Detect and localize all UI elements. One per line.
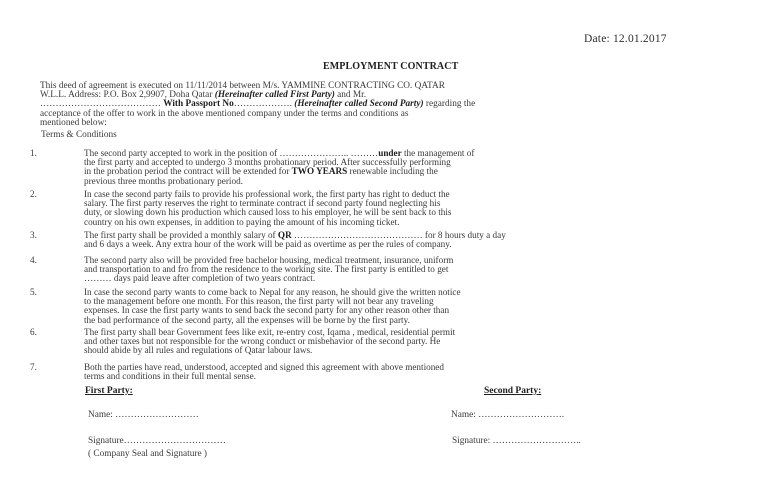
- clause-text: The first party shall be provided a monthly salary of: [84, 230, 278, 240]
- clause-emphasis: QR: [277, 230, 292, 240]
- clause-body: [84, 288, 720, 325]
- clause-text: the management of: [401, 148, 475, 158]
- clause-line: country on his own expenses, in addition to paying the amount of his incoming ticket.: [84, 216, 400, 227]
- clause-line: the first party and accepted to undergo 3 months probationary period. After successfully performing: [84, 157, 451, 168]
- clause-line: duty, or slowing down his production which caused loss to his employer, he will be sent back to this: [84, 207, 452, 218]
- clause-number: 2.: [30, 189, 37, 199]
- clause-line: The first party shall bear Government fees like exit, re-entry cost, Iqama , medical, residential permit: [84, 327, 456, 337]
- clause-number: 4.: [30, 255, 37, 265]
- company-seal-note: ( Company Seal and Signature ): [88, 449, 208, 459]
- second-party-definition: (Hereinafter called Second Party): [294, 99, 424, 110]
- clause-emphasis: under: [378, 148, 402, 158]
- clause-body: [84, 256, 720, 284]
- document-date: Date: 12.01.2017: [584, 33, 667, 45]
- passport-label: With Passport No: [163, 99, 234, 110]
- name-blank: …………………………………: [40, 99, 164, 110]
- clause-body: [84, 328, 720, 356]
- intro-text: W.L.L. Address: P.O. Box 2,9907, Doha Qatar: [40, 90, 215, 101]
- clause-body: [84, 149, 720, 186]
- intro-line: [40, 110, 700, 119]
- clause-line: and transportation to and fro from the residence to the working site. The first party is entitled to get: [84, 264, 449, 275]
- clause-number: 5.: [30, 287, 37, 297]
- clause-body: [84, 363, 720, 381]
- second-party-signature-field: Signature: ………………………..: [452, 436, 581, 446]
- clause-body: [84, 231, 720, 249]
- intro-text: mentioned below:: [40, 117, 107, 128]
- intro-text: and Mr.: [334, 90, 367, 101]
- clause-number: 3.: [30, 230, 37, 240]
- clause-line: The second party also will be provided free bachelor housing, medical treatment, insurance, uniform: [84, 255, 454, 265]
- clause-line: In case the second party fails to provide his professional work, the first party has right to deduct the: [84, 189, 450, 199]
- intro-text: This deed of agreement is executed on 11/11/2014 between M/s. YAMMINE CONTRACTING CO. QATAR: [40, 81, 445, 91]
- intro-text: acceptance of the offer to work in the above mentioned company under the terms and conditions as: [40, 108, 409, 119]
- clause-line: expenses. In case the first party wants to send back the second party for any other reason other than: [84, 305, 450, 316]
- intro-paragraph: [40, 82, 700, 128]
- clause-line: Both the parties have read, understood, accepted and signed this agreement with above mentioned: [84, 362, 444, 372]
- second-party-heading: Second Party:: [484, 386, 542, 396]
- clause-line: salary. The first party reserves the right to terminate contract if second party found neglecting his: [84, 198, 441, 209]
- passport-blank: ……………….: [233, 99, 295, 110]
- clause-number: 6.: [30, 327, 37, 337]
- intro-text: regarding the: [423, 99, 476, 110]
- clause-line: terms and conditions in their full mental sense.: [84, 371, 256, 382]
- clause-number: 1.: [30, 148, 37, 158]
- clause-line: and other taxes but not responsible for the wrong conduct or misbehavior of the second party. He: [84, 336, 441, 347]
- terms-heading: Terms & Conditions: [41, 130, 117, 140]
- clause-text: …………………………………… for 8 hours duty a day: [291, 230, 506, 240]
- first-party-name-field: Name: ………………………: [88, 410, 199, 420]
- first-party-definition: (Hereinafter called First Party): [214, 90, 335, 101]
- clause-line: and 6 days a week. Any extra hour of the work will be paid as overtime as per the rules of company.: [84, 239, 452, 250]
- clause-line: the bad performance of the second party, all the expenses will be borne by the first party.: [84, 314, 410, 325]
- document-title: EMPLOYMENT CONTRACT: [323, 61, 459, 72]
- clause-text: renewable including the: [347, 166, 438, 177]
- clause-text: in the probation period the contract will be extended for: [84, 166, 292, 177]
- clause-line: should abide by all rules and regulations of Qatar labour laws.: [84, 345, 313, 356]
- clause-text: The second party accepted to work in the position of ………………….. ………: [84, 148, 379, 158]
- clause-line: ……… days paid leave after completion of two years contract.: [84, 273, 316, 284]
- clause-line: In case the second party wants to come back to Nepal for any reason, he should give the written notice: [84, 287, 461, 297]
- clause-emphasis: TWO YEARS: [291, 166, 348, 177]
- second-party-name-field: Name: ……………………….: [451, 410, 565, 420]
- clause-line: to the management before one month. For this reason, the first party will not bear any traveling: [84, 296, 434, 307]
- clause-body: [84, 190, 720, 227]
- clause-line: previous three months probationary period.: [84, 175, 243, 186]
- clause-number: 7.: [30, 362, 37, 372]
- first-party-heading: First Party:: [85, 386, 133, 396]
- first-party-signature-field: Signature……………………………: [88, 436, 226, 446]
- intro-line: [40, 119, 700, 128]
